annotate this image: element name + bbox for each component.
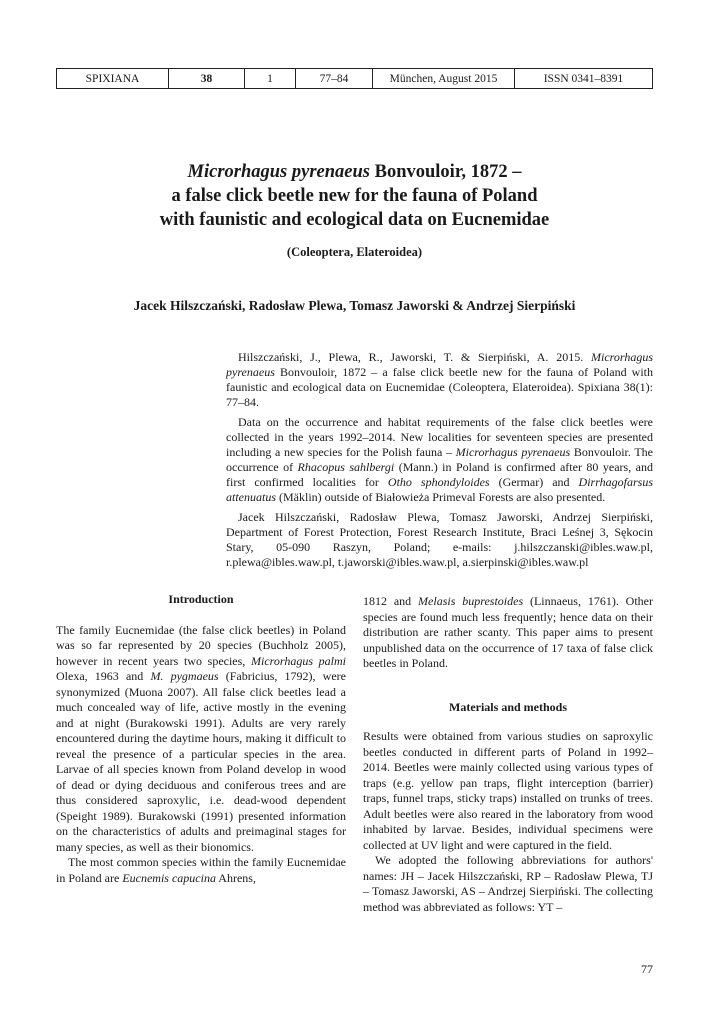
summary-text: Data on the occurrence and habitat requirements of the false click beetles were collected in the years 1992–2014. New localities for seventeen species are presented including a new species for the Polish fauna – xyxy=(226,415,653,459)
place-date: München, August 2015 xyxy=(373,69,515,89)
title-line-3: with faunistic and ecological data on Eucnemidae xyxy=(159,210,550,230)
journal-name: SPIXIANA xyxy=(57,69,169,89)
intro-species-1: Microrhagus palmi xyxy=(250,653,346,668)
abstract xyxy=(226,350,653,575)
article-title xyxy=(56,160,653,232)
abstract-summary xyxy=(226,415,653,505)
page-number: 77 xyxy=(641,962,653,976)
continued-text-rest: (Linnaeus, 1761). Other species are found much less frequently; hence data on their distribution are rather scanty. This paper aims to present unpublished data on the occurrence of 17 taxa of false click beetles in Poland. xyxy=(363,594,653,670)
introduction-heading: Introduction xyxy=(168,592,234,606)
right-column xyxy=(363,594,653,915)
introduction-continued xyxy=(363,594,653,672)
summary-text-2: Bonvouloir. The occurrence of xyxy=(226,445,653,474)
methods-paragraph-2: We adopted the following abbreviations for authors' names: JH – Jacek Hilszczański, RP – Radosław Plewa, TJ – Tomasz Jaworski, AS – Andrzej Sierpiński. The collecting method was abbreviated as follows: YT – xyxy=(363,853,653,914)
introduction-paragraph-2 xyxy=(56,855,346,886)
author-list: Jacek Hilszczański, Radosław Plewa, Tomasz Jaworski & Andrzej Sierpiński xyxy=(133,298,576,313)
article-subtitle: (Coleoptera, Elateroidea) xyxy=(286,245,423,259)
summary-text-4: (Germar) and xyxy=(489,475,579,489)
intro-p2-text: The most common species within the family Eucnemidae in Poland are xyxy=(56,855,346,885)
methods-paragraph-1: Results were obtained from various studies on saproxylic beetles conducted in different parts of Poland in 1992–2014. Beetles were mainly collected using various types of traps (e.g. yellow pan traps, flight interception (barrier) traps, funnel traps, sticky traps) installed on trunks of trees. Adult beetles were also reared in the laboratory from wood inhabited by larvae. Besides, individual specimens were collected at UV light and were captured in the field. xyxy=(363,729,653,852)
issn: ISSN 0341–8391 xyxy=(515,69,653,89)
citation-species: Microrhagus pyrenaeus xyxy=(226,350,653,379)
continued-text: 1812 and xyxy=(363,594,419,608)
summary-species-1: Microrhagus pyrenaeus xyxy=(455,445,571,459)
introduction-paragraph-1 xyxy=(56,623,346,856)
summary-text-5: (Mäklin) outside of Białowieża Primeval Forests are also presented. xyxy=(276,490,606,504)
intro-species-2: M. pygmaeus xyxy=(150,669,219,683)
journal-header-table xyxy=(56,68,653,89)
summary-species-2: Rhacopus sahlbergi xyxy=(297,460,395,474)
citation-text: Hilszczański, J., Plewa, R., Jaworski, T. & Sierpiński, A. 2015. xyxy=(238,350,591,364)
abstract-citation xyxy=(226,350,653,410)
intro-text: The family Eucnemidae (the false click beetles) in Poland was so far represented by 20 species (Buchholz 2005), however in recent years two species, xyxy=(56,622,346,668)
summary-text-3: (Mann.) in Poland is confirmed after 80 years, and first confirmed localities for xyxy=(226,460,653,489)
title-line-2: a false click beetle new for the fauna of Poland xyxy=(171,186,538,206)
intro-text-2: Olexa, 1963 and xyxy=(56,669,151,683)
methods-heading: Materials and methods xyxy=(449,699,567,714)
intro-p2-text-rest: Ahrens, xyxy=(215,870,256,885)
summary-species-3: Otho sphondyloides xyxy=(387,475,490,489)
summary-species-4: Dirrhagofarsus attenuatus xyxy=(226,475,653,504)
citation-text-rest: Bonvouloir, 1872 – a false click beetle new for the fauna of Poland with faunistic and ecological data on Eucnemidae (Coleoptera, Elateroidea). Spixiana 38(1): 77–84. xyxy=(226,365,653,409)
intro-p2-species: Eucnemis capucina xyxy=(122,870,216,885)
title-species: Microrhagus pyrenaeus xyxy=(187,162,370,182)
page-range: 77–84 xyxy=(296,69,373,89)
volume-number: 38 xyxy=(169,69,245,89)
continued-species: Melasis buprestoides xyxy=(418,594,524,608)
author-affiliation: Jacek Hilszczański, Radosław Plewa, Tomasz Jaworski, Andrzej Sierpiński, Department of Forest Protection, Forest Research Institute, Braci Leśnej 3, Sękocin Stary, 05-090 Raszyn, Poland; e-mails: j.hilszczanski@ibles.waw.pl, r.plewa@ibles.waw.pl, t.jaworski@ibles.waw.pl, a.sierpinski@ibles.waw.pl xyxy=(226,510,653,569)
title-line-1 xyxy=(56,160,653,184)
left-column xyxy=(56,592,346,886)
title-line-1-rest: Bonvouloir, 1872 – xyxy=(370,162,522,182)
intro-text-3: (Fabricius, 1792), were synonymized (Muona 2007). All false click beetles lead a much concealed way of life, active mostly in the evening and at night (Burakowski 1991). Adults are very rarely encountered during the daytime hours, making it difficult to reveal the presence of a particular species in the area. Larvae of all species known from Poland develop in wood of dead or dying deciduous and coniferous trees and are thus considered saproxylic, i.e. dead-wood dependent (Speight 1989). Burakowski (1991) presented information on the characteristics of adults and preimaginal stages for many species, as well as their bionomics. xyxy=(56,669,347,854)
issue-number: 1 xyxy=(245,69,296,89)
